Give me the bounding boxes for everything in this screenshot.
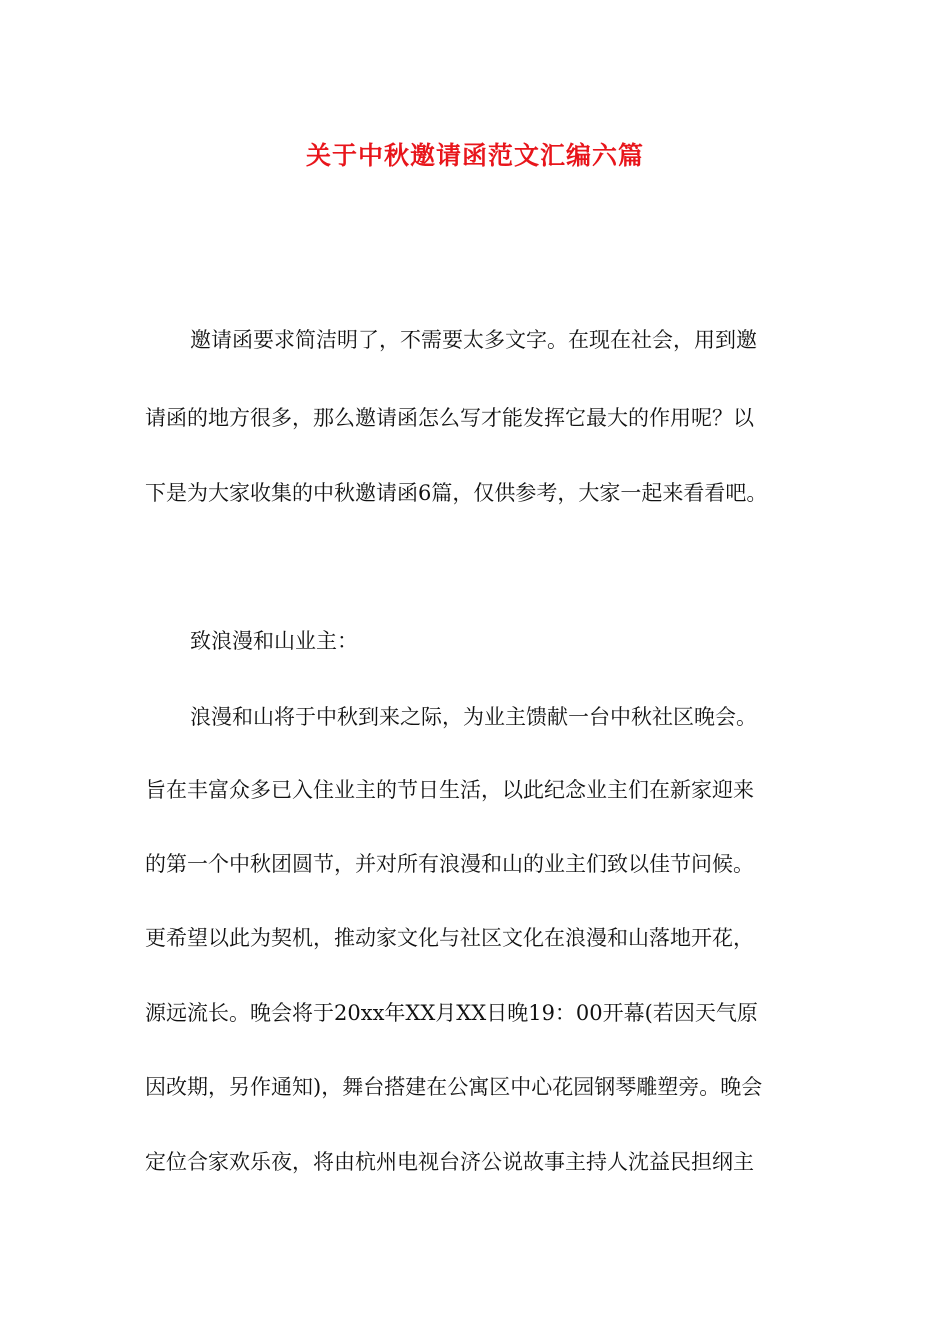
body-line-4: 更希望以此为契机，推动家文化与社区文化在浪漫和山落地开花，	[145, 926, 754, 950]
intro-line-1: 邀请函要求简洁明了，不需要太多文字。在现在社会，用到邀	[190, 328, 757, 352]
salutation: 致浪漫和山业主：	[190, 629, 358, 653]
body-line-6: 因改期，另作通知)，舞台搭建在公寓区中心花园钢琴雕塑旁。晚会	[145, 1075, 763, 1099]
intro-line-2: 请函的地方很多，那么邀请函怎么写才能发挥它最大的作用呢？以	[145, 406, 754, 430]
body-line-5: 源远流长。晚会将于20xx年XX月XX日晚19：00开幕(若因天气原	[145, 1001, 758, 1025]
document-title: 关于中秋邀请函范文汇编六篇	[305, 141, 644, 170]
intro-line-3: 下是为大家收集的中秋邀请函6篇，仅供参考，大家一起来看看吧。	[145, 481, 768, 505]
body-line-2: 旨在丰富众多已入住业主的节日生活，以此纪念业主们在新家迎来	[145, 778, 754, 802]
body-line-1: 浪漫和山将于中秋到来之际，为业主馈献一台中秋社区晚会。	[190, 705, 757, 729]
body-line-7: 定位合家欢乐夜，将由杭州电视台济公说故事主持人沈益民担纲主	[145, 1150, 754, 1174]
body-line-3: 的第一个中秋团圆节，并对所有浪漫和山的业主们致以佳节问候。	[145, 852, 754, 876]
